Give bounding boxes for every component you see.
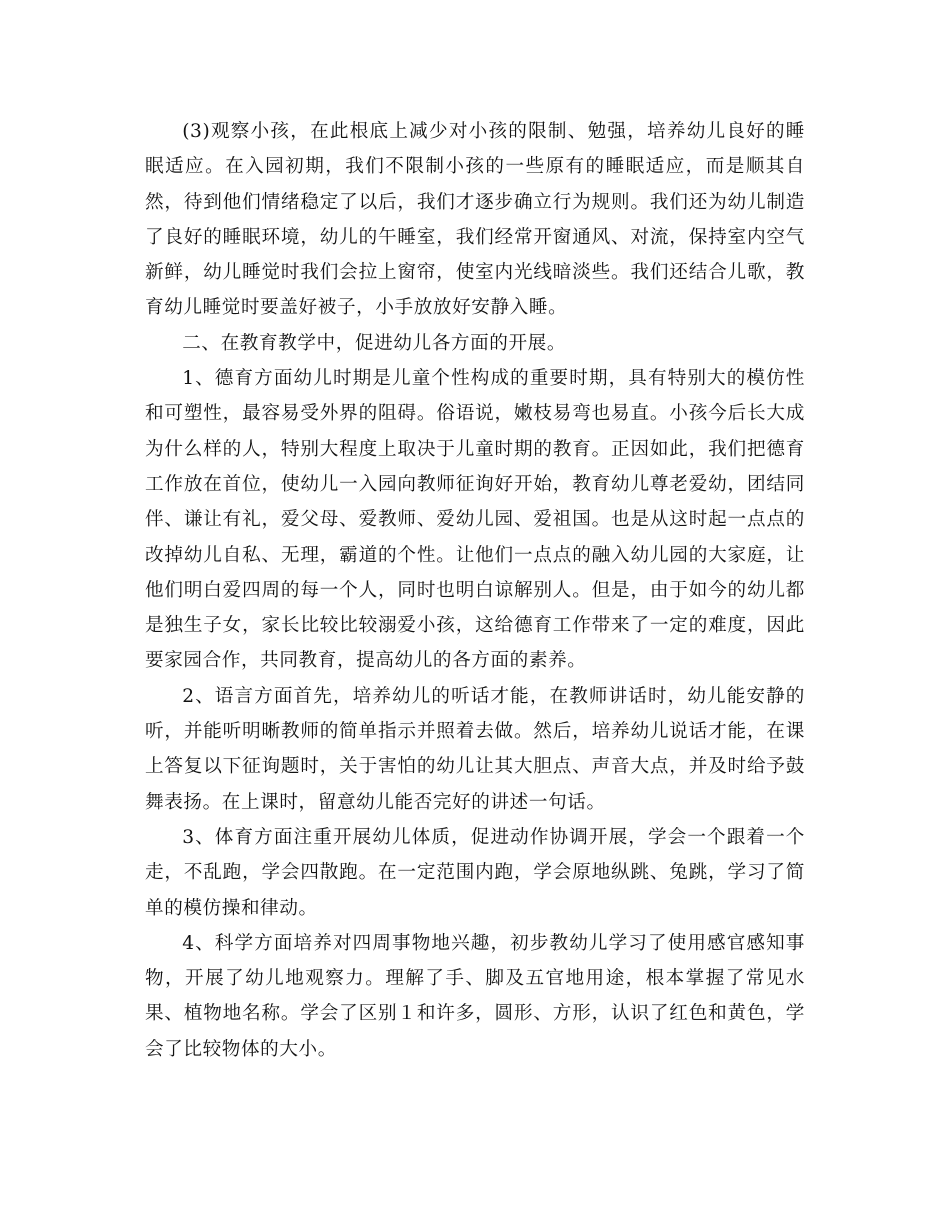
document-body	[145, 114, 805, 1067]
paragraph-science: 4、科学方面培养对四周事物地兴趣，初步教幼儿学习了使用感官感知事物，开展了幼儿地观察力。理解了手、脚及五官地用途，根本掌握了常见水果、植物地名称。学会了区别１和许多，圆形、方形，认识了红色和黄色，学会了比较物体的大小。	[145, 932, 805, 1060]
paragraph-moral-education: 1、德育方面幼儿时期是儿童个性构成的重要时期，具有特别大的模仿性和可塑性，最容易受外界的阻碍。俗语说，嫩枝易弯也易直。小孩今后长大成为什么样的人，特别大程度上取决于儿童时期的教育。正因如此，我们把德育工作放在首位，使幼儿一入园向教师征询好开始，教育幼儿尊老爱幼，团结同伴、谦让有礼，爱父母、爱教师、爱幼儿园、爱祖国。也是从这时起一点点的改掉幼儿自私、无理，霸道的个性。让他们一点点的融入幼儿园的大家庭，让他们明白爱四周的每一个人，同时也明白谅解别人。但是，由于如今的幼儿都是独生子女，家长比较比较溺爱小孩，这给德育工作带来了一定的难度，因此要家园合作，共同教育，提高幼儿的各方面的素养。	[145, 368, 805, 672]
paragraph-language: 2、语言方面首先，培养幼儿的听话才能，在教师讲话时，幼儿能安静的听，并能听明晰教师的简单指示并照着去做。然后，培养幼儿说话才能，在课上答复以下征询题时，关于害怕的幼儿让其大胆点、声音大点，并及时给予鼓舞表扬。在上课时，留意幼儿能否完好的讲述一句话。	[145, 685, 805, 813]
paragraph-sleep-habits: (3)观察小孩，在此根底上减少对小孩的限制、勉强，培养幼儿良好的睡眠适应。在入园初期，我们不限制小孩的一些原有的睡眠适应，而是顺其自然，待到他们情绪稳定了以后，我们才逐步确立行为规则。我们还为幼儿制造了良好的睡眠环境，幼儿的午睡室，我们经常开窗通风、对流，保持室内空气新鲜，幼儿睡觉时我们会拉上窗帘，使室内光线暗淡些。我们还结合儿歌，教育幼儿睡觉时要盖好被子，小手放放好安静入睡。	[145, 121, 805, 319]
paragraph-physical-education: 3、体育方面注重开展幼儿体质，促进动作协调开展，学会一个跟着一个走，不乱跑，学会四散跑。在一定范围内跑，学会原地纵跳、兔跳，学习了简单的模仿操和律动。	[145, 826, 805, 919]
section-heading-teaching: 二、在教育教学中，促进幼儿各方面的开展。	[182, 332, 567, 354]
